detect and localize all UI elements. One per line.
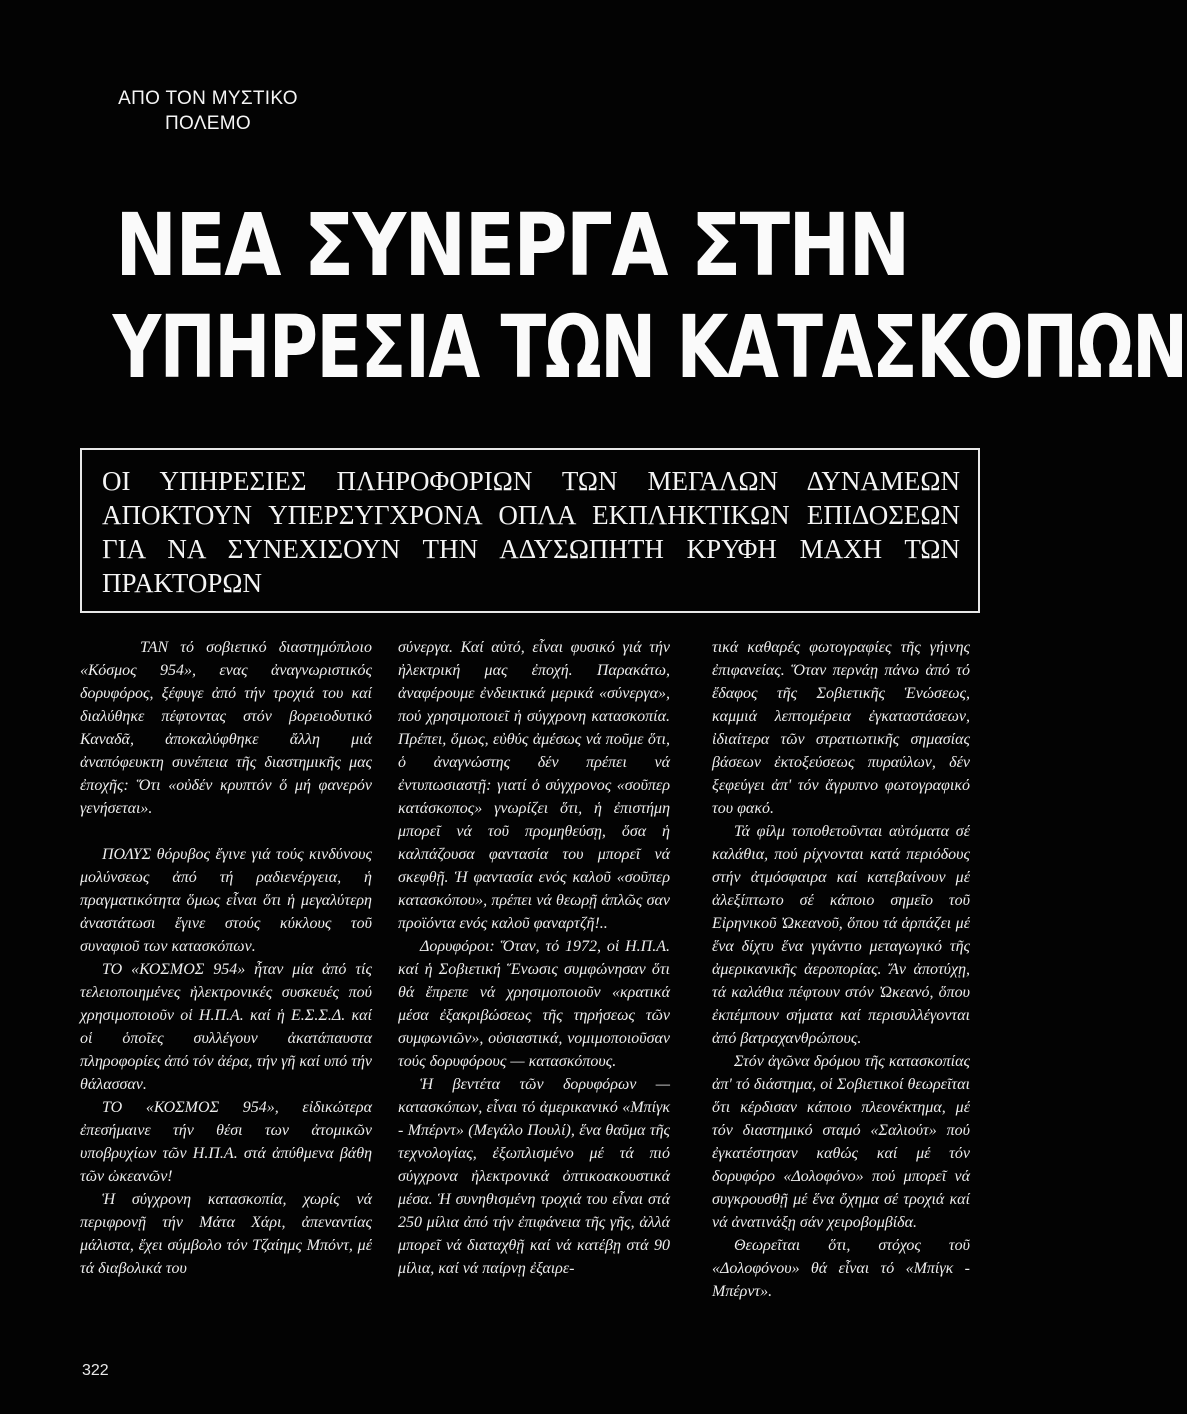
text-column-3 <box>712 636 970 1303</box>
deck-box: ΟΙ ΥΠΗΡΕΣΙΕΣ ΠΛΗΡΟΦΟΡΙΩΝ ΤΩΝ ΜΕΓΑΛΩΝ ΔΥΝΑΜΕΩΝ ΑΠΟΚΤΟΥΝ ΥΠΕΡΣΥΓΧΡΟΝΑ ΟΠΛΑ ΕΚΠΛΗΚΤΙΚΩΝ ΕΠΙΔΟΣΕΩΝ ΓΙΑ ΝΑ ΣΥΝΕΧΙΣΟΥΝ ΤΗΝ ΑΔΥΣΩΠΗΤΗ ΚΡΥΦΗ ΜΑΧΗ ΤΩΝ ΠΡΑΚΤΟΡΩΝ <box>80 448 980 613</box>
paragraph: σύνεργα. Καί αὐτό, εἶναι φυσικό γιά τήν ἠλεκτρική μας ἐποχή. Παρακάτω, ἀναφέρουμε ἐνδεικτικά μερικά «σύνεργα», πού χρησιμοποιεῖ ἡ σύγχρονη κατασκοπία. Πρέπει, ὅμως, εὐθύς ἀμέσως νά ποῦμε ὅτι, ὁ ἀναγνώστης δέν πρέπει νά ἐντυπωσιαστῇ: γιατί ὁ σύγχρονος «σοῦπερ κατάσκοπος» γνωρίζει ὅτι, ἡ ἐπιστήμη μπορεῖ νά τοῦ προμηθεύσῃ, ὅσα ἡ καλπάζουσα φαντασία του μπορεῖ νά σκεφθῇ. Ἡ φαντασία ενός καλοῦ «σοῦπερ κατασκόπου», πρέπει νά θεωρῇ ἁπλῶς σαν προϊόντα ενός καλοῦ φαναρτζῆ!.. <box>398 639 670 932</box>
paragraph: ΤΑΝ τό σοβιετικό διαστημόπλοιο «Κόσμος 954», ενας ἀναγνωριστικός δορυφόρος, ξέφυγε ἀπό τήν τροχιά του καί διαλύθηκε πέφτοντας στόν βορειοδυτικό Καναδᾶ, ἀποκαλύφθηκε ἄλλη μιά ἀναπόφευκτη συνέπεια τῆς διαστημικῆς μας ἐποχῆς: Ὅτι «οὐδέν κρυπτόν ὅ μή φανερόν γενήσεται». <box>80 639 372 817</box>
paragraph: Τά φίλμ τοποθετοῦνται αὐτόματα σέ καλάθια, πού ρίχνονται κατά περιόδους στήν ἀτμόσφαιρα καί κατεβαίνουν μέ ἀλεξίπτωτο σέ κάποιο σημεῖο τοῦ Εἰρηνικοῦ Ὠκεανοῦ, ὅπου τά ἁρπάζει μέ ἕνα δίχτυ ἕνα γιγάντιο μεταγωγικό τῆς ἀμερικανικῆς ἀεροπορίας. Ἄν ἀποτύχῃ, τά καλάθια πέφτουν στόν Ὠκεανό, ὅπου ἐκπέμπουν σήματα καί περισυλλέγονται ἀπό βατραχανθρώπους. <box>712 823 970 1047</box>
page-number: 322 <box>82 1362 109 1379</box>
paragraph: ΤΟ «ΚΟΣΜΟΣ 954» ἦταν μία ἀπό τίς τελειοποιημένες ἠλεκτρονικές συσκευές πού χρησιμοποιοῦν οἱ Η.Π.Α. καί ἡ Ε.Σ.Σ.Δ. καί οἱ ὁποῖες συλλέγουν ἀκατάπαυστα πληροφορίες ἀπό τόν ἀέρα, τήν γῆ καί υπό τήν θάλασσαν. <box>80 961 373 1093</box>
paragraph: Δορυφόροι: Ὅταν, τό 1972, οἱ Η.Π.Α. καί ἡ Σοβιετική Ἕνωσις συμφώνησαν ὅτι θά ἔπρεπε νά χρησιμοποιοῦν «κρατικά μέσα ἐξακριβώσεως τῆς τηρήσεως τῶν συμφωνιῶν», οὐσιαστικά, νομιμοποιοῦσαν τούς δορυφόρους — κατασκόπους. <box>398 938 670 1070</box>
section-label: ΑΠΟ ΤΟΝ ΜΥΣΤΙΚΟ ΠΟΛΕΜΟ <box>118 88 298 134</box>
text-column-2 <box>398 636 670 1280</box>
headline-line-2: ΥΠΗΡΕΣΙΑ ΤΩΝ ΚΑΤΑΣΚΟΠΩΝ <box>112 298 1187 398</box>
paragraph: Ἡ βεντέτα τῶν δορυφόρων — κατασκόπων, εἶναι τό ἀμερικανικό «Μπίγκ - Μπέρντ» (Μεγάλο Πουλί), ἕνα θαῦμα τῆς τεχνολογίας, ἐξωπλισμένο μέ τά πιό σύγχρονα ἠλεκτρονικά ὀπτικοακουστικά μέσα. Ἡ συνηθισμένη τροχιά του εἶναι στά 250 μίλια ἀπό τήν ἐπιφάνεια τῆς γῆς, ἀλλά μπορεῖ νά διαταχθῇ καί νά κατέβῃ στά 90 μίλια, καί νά παίρνῃ ἐξαιρε- <box>398 1076 670 1277</box>
paragraph: Στόν ἀγῶνα δρόμου τῆς κατασκοπίας ἀπ' τό διάστημα, οἱ Σοβιετικοί θεωρεῖται ὅτι κέρδισαν κάποιο πλεονέκτημα, μέ τόν διαστημικό σταμό «Σαλιούτ» πού ἐγκατέστησαν καθώς καί μέ τόν δορυφόρο «Δολοφόνο» πού μπορεῖ νά συγκρουσθῇ μέ ἕνα ὄχημα σέ τροχιά καί νά ἀνατινάξῃ σάν χειροβομβίδα. <box>712 1053 970 1231</box>
paragraph: Θεωρεῖται ὅτι, στόχος τοῦ «Δολοφόνου» θά εἶναι τό «Μπίγκ - Μπέρντ». <box>712 1237 970 1300</box>
paragraph: Ἡ σύγχρονη κατασκοπία, χωρίς νά περιφρονῇ τήν Μάτα Χάρι, ἀπεναντίας μάλιστα, ἔχει σύμβολο τόν Τζαίημς Μπόντ, μέ τά διαβολικά του <box>80 1191 372 1277</box>
paragraph: τικά καθαρές φωτογραφίες τῆς γήινης ἐπιφανείας. Ὅταν περνάῃ πάνω ἀπό τό ἔδαφος τῆς Σοβιετικῆς Ἑνώσεως, καμμιά λεπτομέρεια ἐγκαταστάσεων, ἰδιαίτερα τῶν στρατιωτικῆς σημασίας βάσεων ἐκτοξεύσεως πυραύλων, δέν ξεφεύγει ἀπ' τόν ἄγρυπνο φωτογραφικό του φακό. <box>712 639 970 817</box>
paragraph: ΤΟ «ΚΟΣΜΟΣ 954», εἰδικώτερα ἐπεσήμαινε τήν θέσι των ἀτομικῶν υποβρυχίων τῶν Η.Π.Α. στά ἀπύθμενα βάθη τῶν ὠκεανῶν! <box>80 1099 372 1185</box>
text-column-1 <box>80 636 372 1280</box>
paragraph: ΠΟΛΥΣ θόρυβος ἔγινε γιά τούς κινδύνους μολύνσεως ἀπό τή ραδιενέργεια, ἡ πραγματικότητα ὅμως εἶναι ὅτι ἡ μεγαλύτερη ἀναστάτωσι ἔγινε στούς κύκλους τοῦ συναφιοῦ των κατασκόπων. <box>80 846 372 955</box>
headline-line-1: ΝΕΑ ΣΥΝΕΡΓΑ ΣΤΗΝ <box>115 196 909 296</box>
